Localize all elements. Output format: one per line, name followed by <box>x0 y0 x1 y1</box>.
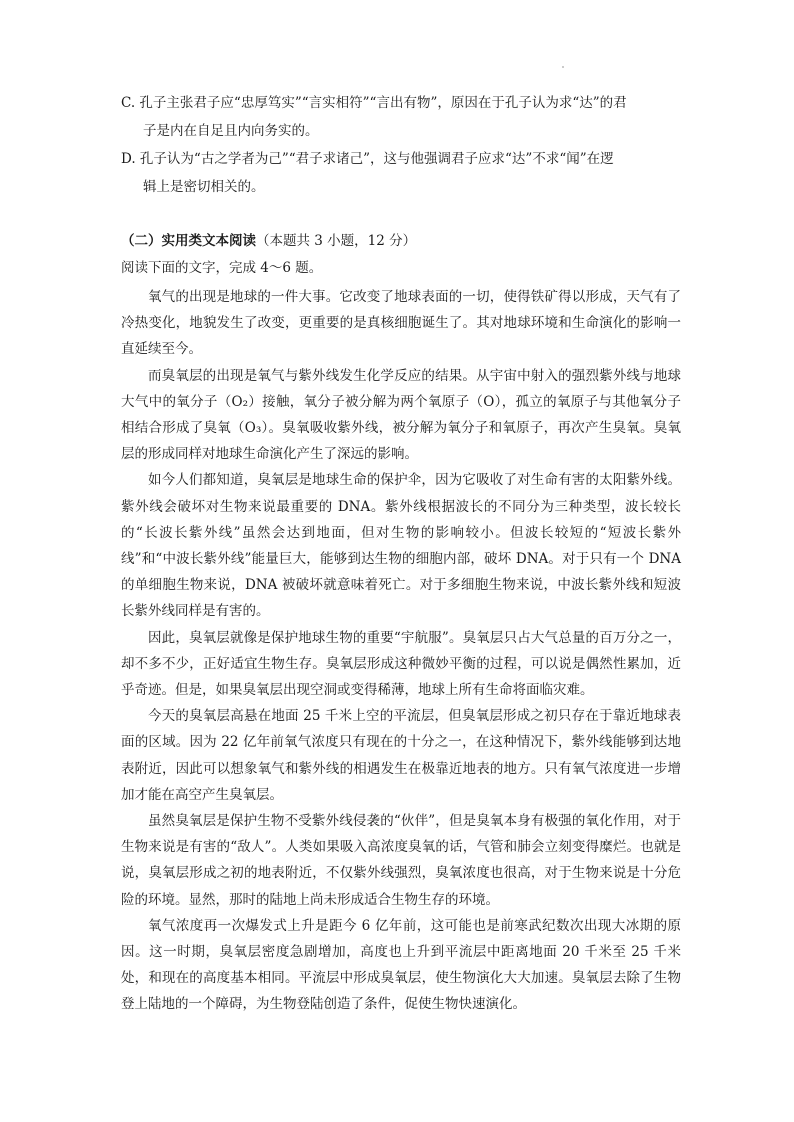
paragraph: 今天的臭氧层高悬在地面 25 千米上空的平流层，但臭氧层形成之初只存在于靠近地球表面的区域。因为 22 亿年前氧气浓度只有现在的十分之一，在这种情况下，紫外线能够到达地表附近，因此可以想象氧气和紫外线的相遇发生在极靠近地表的地方。只有氧气浓度进一步增加才能在高空产生臭氧层。 <box>121 708 681 803</box>
section-heading <box>121 229 681 253</box>
option-d <box>121 145 681 201</box>
option-c <box>121 89 681 145</box>
scan-dot <box>562 66 564 68</box>
paragraph: 而臭氧层的出现是氧气与紫外线发生化学反应的结果。从宇宙中射入的强烈紫外线与地球大气中的氧分子（O₂）接触，氧分子被分解为两个氧原子（O），孤立的氧原子与其他氧分子相结合形成了臭氧（O₃）。臭氧吸收紫外线，被分解为氧分子和氧原子，再次产生臭氧。臭氧层的形成同样对地球生命演化产生了深远的影响。 <box>121 367 681 463</box>
paragraph: 氧气浓度再一次爆发式上升是距今 6 亿年前，这可能也是前寒武纪数次出现大冰期的原因。这一时期，臭氧层密度急剧增加，高度也上升到平流层中距离地面 20 千米至 25 千米处，和现在的高度基本相同。平流层中形成臭氧层，使生物演化大大加速。臭氧层去除了生物登上陆地的一个障碍，为生物登陆创造了条件，促使生物快速演化。 <box>121 917 681 1013</box>
paragraph: 虽然臭氧层是保护生物不受紫外线侵袭的“伙伴”，但是臭氧本身有极强的氧化作用，对于生物来说是有害的“敌人”。人类如果吸入高浓度臭氧的话，气管和肺会立刻变得糜烂。也就是说，臭氧层形成之初的地表附近，不仅紫外线强烈，臭氧浓度也很高，对于生物来说是十分危险的环境。显然，那时的陆地上尚未形成适合生物生存的环境。 <box>121 813 681 908</box>
article-body <box>121 284 681 1018</box>
option-d-line-1: D. 孔子认为“古之学者为己”“君子求诸己”，这与他强调君子应求“达”不求“闻”在逻 <box>121 151 614 167</box>
option-c-line-1: C. 孔子主张君子应“忠厚笃实”“言实相符”“言出有物”，原因在于孔子认为求“达”的君 <box>121 95 627 111</box>
section-title-note: （本题共 3 小题，12 分） <box>256 233 417 249</box>
paragraph: 氧气的出现是地球的一件大事。它改变了地球表面的一切，使得铁矿得以形成，天气有了冷热变化，地貌发生了改变，更重要的是真核细胞诞生了。其对地球环境和生命演化的影响一直延续至今。 <box>121 289 681 358</box>
paragraph: 因此，臭氧层就像是保护地球生物的重要“宇航服”。臭氧层只占大气总量的百万分之一，却不多不少，正好适宜生物生存。臭氧层形成这种微妙平衡的过程，可以说是偶然性累加，近乎奇迹。但是，如果臭氧层出现空洞或变得稀薄，地球上所有生命将面临灾难。 <box>121 629 681 699</box>
section-title: （二）实用类文本阅读 <box>121 233 256 249</box>
paragraph: 如今人们都知道，臭氧层是地球生命的保护伞，因为它吸收了对生命有害的太阳紫外线。紫外线会破坏对生物来说最重要的 DNA。紫外线根据波长的不同分为三种类型，波长较长的“长波长紫外线”虽然会达到地面，但对生物的影响较小。但波长较短的“短波长紫外线”和“中波长紫外线”能量巨大，能够到达生物的细胞内部，破坏 DNA。对于只有一个 DNA 的单细胞生物来说，DNA 被破坏就意味着死亡。对于多细胞生物来说，中波长紫外线和短波长紫外线同样是有害的。 <box>121 472 681 620</box>
option-d-line-2: 辑上是密切相关的。 <box>143 179 265 195</box>
option-c-line-2: 子是内在自足且内向务实的。 <box>143 123 319 139</box>
section-instruction: 阅读下面的文字，完成 4～6 题。 <box>121 260 323 276</box>
